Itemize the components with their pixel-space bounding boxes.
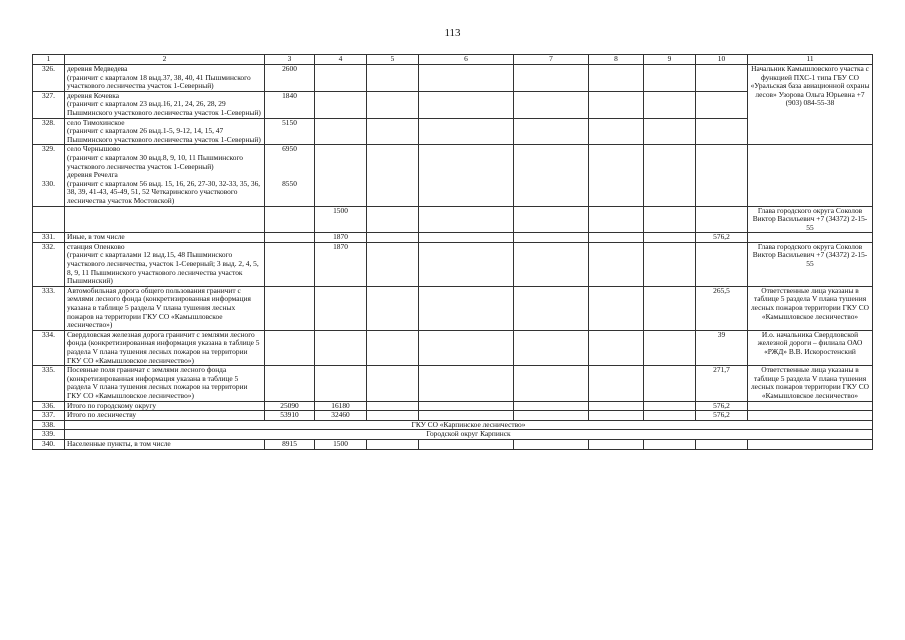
row-description: Иные, в том числе [65,233,265,243]
responsible-contact: Начальник Камышловского участка с функцией ПХС-1 типа ГБУ СО «Уральская база авиационной охраны лесов» Узорова Ольга Юрьевна +7 (903) 084-55-38 [748,65,873,145]
settlement-name: деревня Медведева [67,64,128,73]
table-row [33,439,873,449]
row-number: 340. [33,439,65,449]
settlement-details: (граничит с кварталом 56 выд. 15, 16, 26, 27-30, 32-33, 35, 36, 38, 39, 41-43, 45-49, 51, 52 Четкаринского участкового лесничества участок Мостовской) [67,178,261,205]
row-number: 332. [33,242,65,286]
row-description [65,65,265,92]
row-description [65,145,265,206]
col-header: 8 [589,55,644,65]
row-description [65,118,265,145]
table-row [33,145,873,206]
table-row [33,65,873,92]
row-description: Населенные пункты, в том числе [65,439,265,449]
row-number: 331. [33,233,65,243]
responsible-contact: И.о. начальника Свердловской железной дороги – филиала ОАО «РЖД» В.В. Искоростенский [748,330,873,365]
col-header: 4 [315,55,367,65]
table-row [33,118,873,145]
page-number: 113 [444,27,461,39]
cell-col10: 576,2 [696,233,748,243]
settlement-details: (граничит с кварталом 26 выд.1-5, 9-12, 14, 15, 47 Пышминского участкового лесничества участок 1-Северный) [67,126,261,144]
settlement-details: (граничит с кварталом 30 выд.8, 9, 10, 11 Пышминского участкового лесничества участок 1-Северный) [67,152,243,171]
cell-col10: 576,2 [696,401,748,411]
col-header: 7 [514,55,589,65]
col-header: 1 [33,55,65,65]
cell-col3: 25090 [265,401,315,411]
settlement-details: (граничит с кварталом 18 выд.37, 38, 40, 41 Пышминского участкового лесничества участок 1-Северный) [67,72,251,91]
table-row [33,286,873,330]
row-description: Итого по лесничеству [65,411,265,421]
table-row [33,420,873,430]
row-description: Итого по городскому округу [65,401,265,411]
cell-col3: 6950 8550 [265,145,315,206]
col-header: 6 [419,55,514,65]
cell-col10: 271,7 [696,366,748,401]
cell-col4: 1500 [315,439,367,449]
row-number: 338. [33,420,65,430]
table-row [33,233,873,243]
table-row [33,330,873,365]
cell-col3: 2600 [265,65,315,92]
col-header: 10 [696,55,748,65]
row-number: 333. [33,286,65,330]
row-number: 329. 330. [33,145,65,206]
settlement-details: (граничит с кварталом 23 выд.16, 21, 24, 26, 28, 29 Пышминского участкового лесничества участок 1-Северный) [67,99,261,117]
responsible-contact: Ответственные лица указаны в таблице 5 раздела V плана тушения лесных пожаров территории ГКУ СО «Камышловское лесничество» [748,286,873,330]
row-description [65,242,265,286]
responsible-contact: Ответственные лица указаны в таблице 5 раздела V плана тушения лесных пожаров территории ГКУ СО «Камышловское лесничество» [748,366,873,401]
section-heading: ГКУ СО «Карпинское лесничество» [65,420,873,430]
responsible-contact: Глава городского округа Соколов Виктор Васильевич +7 (34372) 2-15-55 [748,206,873,233]
row-number: 326. [33,65,65,92]
settlement-details: (граничит с кварталами 12 выд.15, 48 Пышминского участкового лесничества, участок 1-Северный; 3 выд. 2, 4, 5, 8, 9, 11 Пышминского участкового лесничества участок Пышминский) [67,250,259,286]
settlement-name: станция Опенково [67,242,125,251]
cell-col10: 265,5 [696,286,748,330]
table-row [33,206,873,233]
table-row [33,430,873,440]
cell-col3: 1840 [265,91,315,118]
table-row [33,366,873,401]
cell-col4: 16180 [315,401,367,411]
header-row [33,55,873,65]
col-header: 5 [367,55,419,65]
responsible-contact: Глава городского округа Соколов Виктор Васильевич +7 (34372) 2-15-55 [748,242,873,286]
section-heading: Городской округ Карпинск [65,430,873,440]
table-row [33,401,873,411]
cell-col10: 39 [696,330,748,365]
row-description: Посевные поля граничат с землями лесного фонда (конкретизированная информация указана в таблице 5 раздела V плана тушения лесных пожаров на территории ГКУ СО «Камышловское лесничество») [65,366,265,401]
table-row [33,91,873,118]
row-number: 339. [33,430,65,440]
cell-col4: 1870 [315,233,367,243]
cell-col4: 1870 [315,242,367,286]
settlement-name: деревня Речелга [67,170,118,180]
col-header: 11 [748,55,873,65]
col-header: 9 [644,55,696,65]
cell-col10: 576,2 [696,411,748,421]
cell-col4: 32460 [315,411,367,421]
row-number: 335. [33,366,65,401]
settlement-name: село Тимохинское [67,118,125,127]
row-number: 336. [33,401,65,411]
cell-col3: 5150 [265,118,315,145]
settlements-table [32,54,873,450]
settlement-name: деревня Кочевка [67,91,120,100]
col-header: 3 [265,55,315,65]
table-row [33,411,873,421]
cell-col4: 1500 [315,206,367,233]
row-number: 328. [33,118,65,145]
cell-col3: 53910 [265,411,315,421]
row-number: 334. [33,330,65,365]
row-number: 327. [33,91,65,118]
table-row [33,242,873,286]
row-description: Свердловская железная дорога граничит с землями лесного фонда (конкретизированная информация указана в таблице 5 раздела V плана тушения лесных пожаров на территории ГКУ СО «Камышловское лесничество») [65,330,265,365]
row-description: Автомобильная дорога общего пользования граничит с землями лесного фонда (конкретизированная информация указана в таблице 5 раздела V плана тушения лесных пожаров на территории ГКУ СО «Камышловское лесничество») [65,286,265,330]
row-description [65,91,265,118]
row-number: 337. [33,411,65,421]
col-header: 2 [65,55,265,65]
cell-col3: 8915 [265,439,315,449]
settlement-name: село Чернышово [67,144,121,154]
